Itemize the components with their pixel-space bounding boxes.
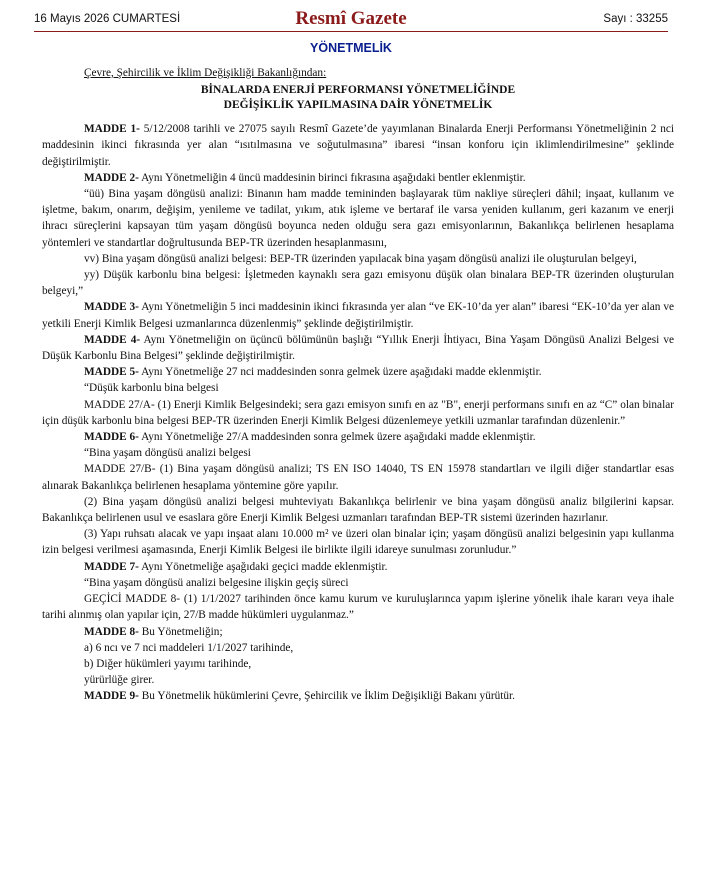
article-text: Aynı Yönetmeliğe 27 nci maddesinden sonra gelmek üzere aşağıdaki madde eklenmiştir. [138, 366, 542, 379]
title-line-1: BİNALARDA ENERJİ PERFORMANSI YÖNETMELİĞİNDE [200, 84, 516, 97]
issuing-ministry: Çevre, Şehircilik ve İklim Değişikliği Bakanlığından: [84, 67, 327, 79]
regulation-title [42, 83, 674, 113]
article-label: MADDE 7- [84, 560, 139, 573]
articles [42, 121, 674, 704]
article-paragraph [42, 559, 674, 575]
article-paragraph [42, 640, 674, 656]
article-text: (3) Yapı ruhsatı alacak ve yapı inşaat alanı 10.000 m² ve üzeri olan binalar için; yaşam döngüsü analizi belgesinin yapı kullanma izin belgesi verilmesi aşamasında, Enerji Kimlik Belgesi ile birlikte ilgili idareye sunulması zorunludur.” [42, 528, 674, 557]
article-text: MADDE 27/B- (1) Bina yaşam döngüsü analizi; TS EN ISO 14040, TS EN 15978 standartları ve ilgili diğer standartlar esas alınarak Bakanlıkça belirlenen hesaplama yöntemine göre yapılır. [42, 463, 674, 492]
article-text: (2) Bina yaşam döngüsü analizi belgesi muhteviyatı Bakanlıkça belirlenir ve bina yaşam döngüsü analiz bilgilerini kapsar. Bakanlıkça belirlenen usul ve esaslara göre Enerji Kimlik Belgesi uzmanları tarafından BEP-TR sistemi üzerinden hazırlanır. [42, 495, 674, 525]
article-label: MADDE 1- [84, 123, 140, 136]
gazette-name: Resmî Gazete [295, 8, 407, 29]
article-paragraph [42, 364, 674, 380]
article-label: MADDE 5- [84, 366, 139, 379]
article-paragraph [42, 494, 674, 526]
article-text: yy) Düşük karbonlu bina belgesi: İşletmeden kaynaklı sera gazı emisyonu düşük olan binalara BEP-TR üzerinden oluşturulan belgeyi,” [42, 269, 674, 298]
title-line-2: DEĞİŞİKLİK YAPILMASINA DAİR YÖNETMELİK [223, 99, 493, 112]
article-paragraph [42, 251, 674, 267]
article-paragraph [42, 575, 674, 591]
article-paragraph [42, 688, 674, 704]
article-text: “Bina yaşam döngüsü analizi belgesine ilişkin geçiş süreci [84, 576, 349, 589]
article-text: b) Diğer hükümleri yayımı tarihinde, [84, 657, 252, 670]
article-text: MADDE 27/A- (1) Enerji Kimlik Belgesindeki; sera gazı emisyon sınıfı en az "B", enerji performans sınıfı en az “C” olan binalar için düşük karbonlu bina belgesi BEP-TR üzerinden Enerji Kimlik Belgesi düzenlemeye yetkili uzmanlar tarafından düzenlenir.” [42, 398, 674, 427]
article-text: Aynı Yönetmeliğe aşağıdaki geçici madde eklenmiştir. [138, 560, 388, 573]
article-paragraph [42, 526, 674, 558]
article-text: vv) Bina yaşam döngüsü analizi belgesi: BEP-TR üzerinden yapılacak bina yaşam döngüsü analizi ile oluşturulan belgeyi, [84, 252, 637, 265]
article-paragraph [42, 170, 674, 186]
article-label: MADDE 9- [84, 690, 139, 703]
article-paragraph [42, 380, 674, 396]
article-paragraph [42, 397, 674, 429]
article-paragraph [42, 624, 674, 640]
article-label: MADDE 8- [84, 625, 139, 638]
article-text: Aynı Yönetmeliğe 27/A maddesinden sonra gelmek üzere aşağıdaki madde eklenmiştir. [138, 431, 536, 444]
article-paragraph [42, 267, 674, 299]
article-text: yürürlüğe girer. [84, 674, 155, 687]
article-text: GEÇİCİ MADDE 8- (1) 1/1/2027 tarihinden önce kamu kurum ve kuruluşlarınca yapım işlerine yönelik ihale kararı veya ihale tarihi alınmış olan yapılar için, 27/B madde hükümleri uygulanmaz.” [42, 593, 674, 622]
article-label: MADDE 4- [84, 333, 141, 346]
article-label: MADDE 3- [84, 301, 139, 314]
article-text: “üü) Bina yaşam döngüsü analizi: Binanın ham madde temininden başlayarak tüm nakliye süreçleri dâhil; inşaat, kullanım ve işletme, bakım, onarım, değişim, yenileme ve tadilat, yıkım, atık işleme ve bertaraf ile varsa yeniden kullanım, geri kazanım ve enerji ihracı süreçlerini kapsayan tüm yaşam döngüsü boyunca neden olduğu sera gazı emisyonlarının, Bakanlıkça belirlenen hesaplama yöntemleri ve standartlar doğrultusunda BEP-TR üzerinden hesaplanmasını, [42, 188, 674, 249]
article-paragraph [42, 461, 674, 493]
section-title: YÖNETMELİK [310, 41, 392, 55]
article-text: Bu Yönetmelik hükümlerini Çevre, Şehircilik ve İklim Değişikliği Bakanı yürütür. [138, 690, 516, 703]
article-label: MADDE 6- [84, 431, 139, 444]
article-paragraph [42, 591, 674, 623]
article-paragraph [42, 186, 674, 251]
article-label: MADDE 2- [84, 171, 139, 184]
article-text: Bu Yönetmeliğin; [138, 625, 223, 638]
article-paragraph [42, 299, 674, 331]
article-paragraph [42, 121, 674, 170]
article-paragraph [42, 672, 674, 688]
issue-number: Sayı : 33255 [603, 13, 668, 25]
article-text: a) 6 ncı ve 7 nci maddeleri 1/1/2027 tarihinde, [84, 641, 294, 654]
article-paragraph [42, 429, 674, 445]
article-text: “Bina yaşam döngüsü analizi belgesi [84, 447, 251, 460]
header-divider [34, 31, 668, 32]
article-paragraph [42, 332, 674, 364]
publication-date: 16 Mayıs 2026 CUMARTESİ [34, 13, 181, 25]
regulation-body [42, 65, 674, 705]
article-text: 5/12/2008 tarihli ve 27075 sayılı Resmî Gazete’de yayımlanan Binalarda Enerji Performansı Yönetmeliğinin 2 nci maddesinin ikinci fıkrasında yer alan “ısıtılmasına ve soğutulmasına” ibaresi “insan konforu için iklimlendirilmesine” şeklinde değiştirilmiştir. [42, 123, 674, 168]
article-text: Aynı Yönetmeliğin on üçüncü bölümünün başlığı “Yıllık Enerji İhtiyacı, Bina Yaşam Döngüsü Analizi Belgesi ve Düşük Karbonlu Bina Belgesi” şeklinde değiştirilmiştir. [42, 333, 674, 363]
article-text: Aynı Yönetmeliğin 5 inci maddesinin ikinci fıkrasında yer alan “ve EK-10’da yer alan” ibaresi “EK-10’da yer alan ve yetkili Enerji Kimlik Belgesi uzmanlarınca düzenlenmiş” şeklinde değiştirilmiştir. [42, 301, 674, 330]
article-text: “Düşük karbonlu bina belgesi [84, 382, 219, 395]
article-paragraph [42, 656, 674, 672]
article-paragraph [42, 445, 674, 461]
article-text: Aynı Yönetmeliğin 4 üncü maddesinin birinci fıkrasına aşağıdaki bentler eklenmiştir. [138, 171, 526, 184]
